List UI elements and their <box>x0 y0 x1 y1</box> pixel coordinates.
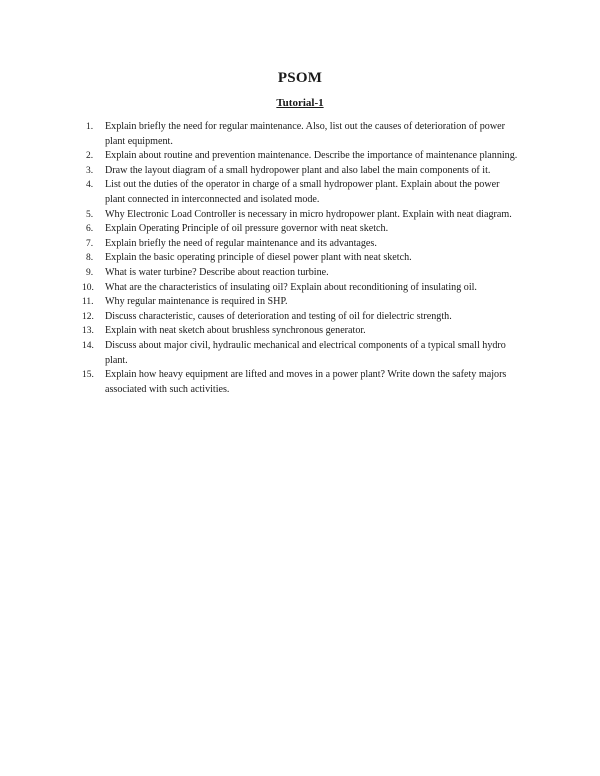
question-text: Explain briefly the need for regular maintenance. Also, list out the causes of deterioration of power plant equipment. <box>105 121 505 147</box>
question-text: Why Electronic Load Controller is necessary in micro hydropower plant. Explain with neat diagram. <box>105 208 512 220</box>
question-text: Explain how heavy equipment are lifted and moves in a power plant? Write down the safety majors associated with such activities. <box>105 369 507 395</box>
question-text: Discuss about major civil, hydraulic mechanical and electrical components of a typical small hydro plant. <box>105 339 506 366</box>
question-number: 4. <box>86 180 94 191</box>
question-number: 6. <box>86 224 94 235</box>
question-text: What is water turbine? Describe about reaction turbine. <box>105 266 329 278</box>
question-text: Explain about routine and prevention maintenance. Describe the importance of maintenance planning. <box>105 150 518 162</box>
question-text: What are the characteristics of insulating oil? Explain about reconditioning of insulating oil. <box>105 281 477 293</box>
question-item <box>82 251 522 266</box>
question-item <box>82 178 522 207</box>
question-text: Discuss characteristic, causes of deterioration and testing of oil for dielectric strength. <box>105 310 452 322</box>
question-item <box>82 149 522 164</box>
question-item <box>82 295 522 310</box>
question-text: Explain briefly the need of regular maintenance and its advantages. <box>105 237 377 249</box>
question-item <box>82 368 522 397</box>
question-item <box>82 266 522 281</box>
question-number: 13. <box>82 326 94 337</box>
question-item <box>82 208 522 223</box>
page-title: PSOM <box>277 70 323 86</box>
question-number: 8. <box>86 253 94 264</box>
question-text: Explain with neat sketch about brushless synchronous generator. <box>105 325 366 337</box>
question-item <box>82 120 522 149</box>
question-number: 7. <box>86 238 94 249</box>
question-number: 9. <box>86 267 94 278</box>
question-number: 15. <box>82 370 94 381</box>
question-text: List out the duties of the operator in charge of a small hydropower plant. Explain about the power plant connected in interconnected and isolated mode. <box>105 179 500 205</box>
question-item <box>82 222 522 237</box>
question-item <box>82 237 522 252</box>
question-text: Explain Operating Principle of oil pressure governor with neat sketch. <box>105 223 389 235</box>
question-text: Explain the basic operating principle of diesel power plant with neat sketch. <box>105 252 412 264</box>
question-number: 1. <box>86 122 94 132</box>
question-number: 11. <box>82 297 94 308</box>
page-subtitle: Tutorial-1 <box>276 97 324 109</box>
question-number: 3. <box>86 165 94 176</box>
question-item <box>82 339 522 368</box>
question-number: 10. <box>82 282 94 293</box>
question-list <box>82 120 522 397</box>
question-number: 2. <box>86 151 94 162</box>
question-item <box>82 310 522 325</box>
question-item <box>82 281 522 296</box>
question-item <box>82 324 522 339</box>
question-item <box>82 164 522 179</box>
question-number: 5. <box>86 209 94 220</box>
question-text: Draw the layout diagram of a small hydropower plant and also label the main components of it. <box>105 164 491 176</box>
question-number: 14. <box>82 340 94 351</box>
question-number: 12. <box>82 311 94 322</box>
question-text: Why regular maintenance is required in SHP. <box>105 296 288 308</box>
